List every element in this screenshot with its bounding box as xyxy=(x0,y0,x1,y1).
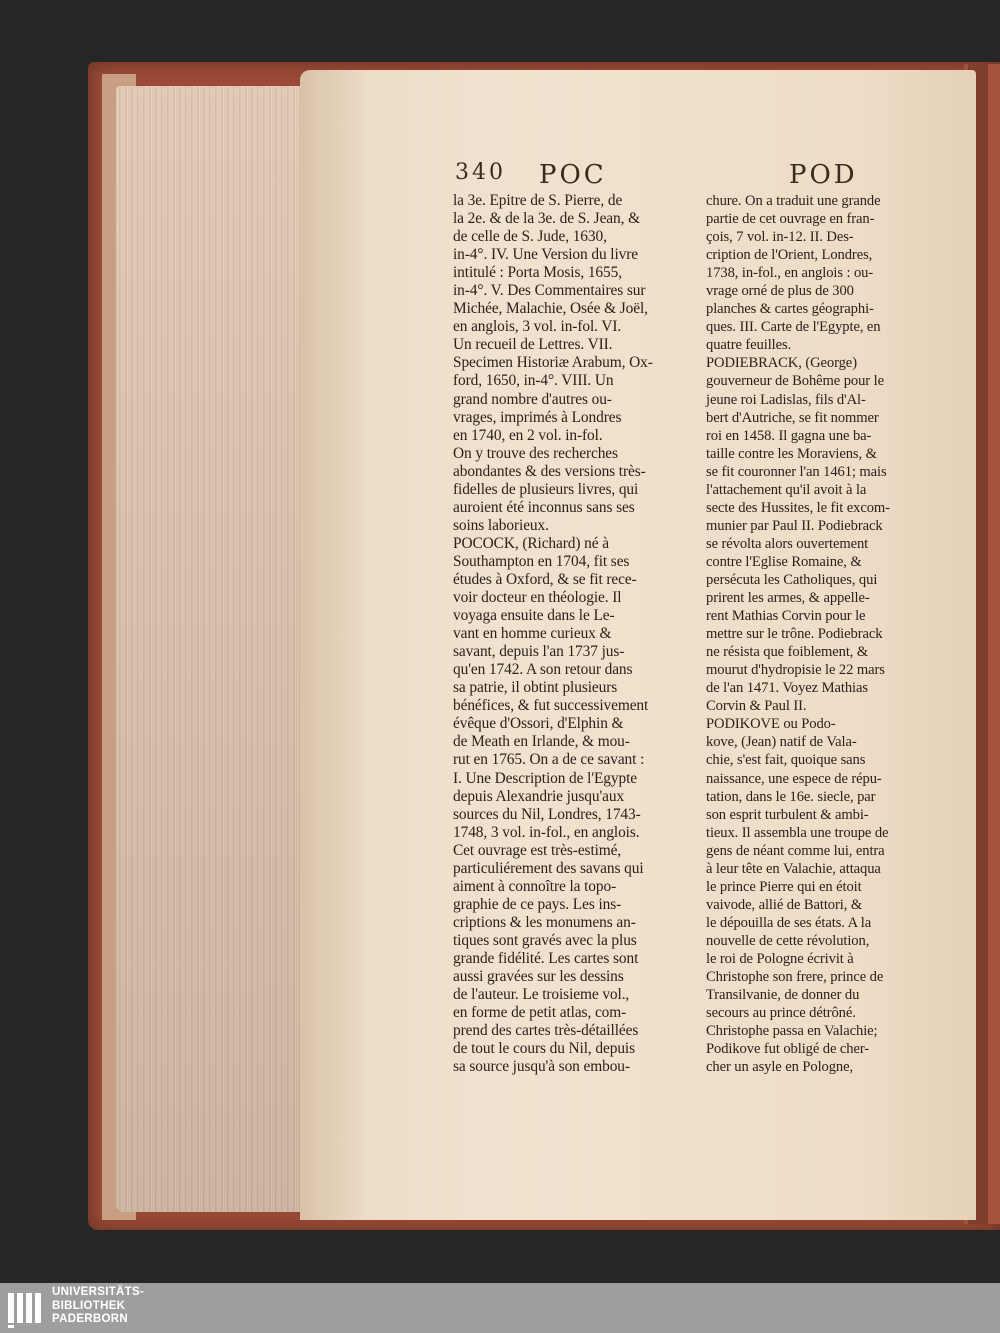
text-line: en anglois, 3 vol. in-fol. VI. xyxy=(453,318,622,336)
text-line: munier par Paul II. Podiebrack xyxy=(706,517,883,534)
library-footer-bar xyxy=(0,1283,1000,1333)
text-line: chure. On a traduit une grande xyxy=(706,193,881,209)
text-line: ques. III. Carte de l'Egypte, en xyxy=(706,319,881,336)
text-line: planches & cartes géographi- xyxy=(706,301,874,318)
text-line: Corvin & Paul II. xyxy=(706,698,807,715)
text-line: Transilvanie, de donner du xyxy=(706,987,860,1004)
text-line: cription de l'Orient, Londres, xyxy=(706,247,873,264)
text-line: naissance, une espece de répu- xyxy=(706,770,882,787)
text-line: de celle de S. Jude, 1630, xyxy=(453,228,607,246)
text-line: rut en 1765. On a de ce savant : xyxy=(453,751,645,769)
text-line: l'attachement qu'il avoit à la xyxy=(706,481,867,498)
text-line: se révolta alors ouvertement xyxy=(706,535,869,552)
library-name xyxy=(52,1286,144,1327)
text-line: ford, 1650, in-4°. VIII. Un xyxy=(453,372,614,390)
text-line: tiques sont gravés avec la plus xyxy=(453,931,637,949)
text-line: qu'en 1742. A son retour dans xyxy=(453,661,633,679)
text-line: Specimen Historiæ Arabum, Ox- xyxy=(453,354,653,372)
text-line: bert d'Autriche, se fit nommer xyxy=(706,409,879,426)
text-line: prend des cartes très-détaillées xyxy=(453,1022,639,1040)
text-line: fidelles de plusieurs livres, qui xyxy=(453,480,639,498)
text-line: graphie de ce pays. Les ins- xyxy=(453,895,622,913)
text-line: voir docteur en théologie. Il xyxy=(453,589,622,607)
text-line: Un recueil de Lettres. VII. xyxy=(453,336,613,354)
text-line: mettre sur le trône. Podiebrack xyxy=(706,626,883,643)
text-line: kove, (Jean) natif de Vala- xyxy=(706,734,857,751)
text-line: sa patrie, il obtint plusieurs xyxy=(453,679,618,697)
text-line: ne résista que foiblement, & xyxy=(706,644,869,661)
text-line: de l'an 1471. Voyez Mathias xyxy=(706,680,868,697)
text-line: persécuta les Catholiques, qui xyxy=(706,571,878,588)
text-line: roi en 1458. Il gagna une ba- xyxy=(706,427,872,444)
text-line: bénéfices, & fut successivement xyxy=(453,697,649,715)
text-line: in-4°. IV. Une Version du livre xyxy=(453,246,639,264)
text-line: le prince Pierre qui en étoit xyxy=(706,878,862,895)
text-line: grand nombre d'autres ou- xyxy=(453,390,612,408)
text-line: prirent les armes, & appelle- xyxy=(706,590,870,607)
text-line: à leur tête en Valachie, attaqua xyxy=(706,860,881,877)
text-line: Michée, Malachie, Osée & Joël, xyxy=(453,300,648,318)
text-line: On y trouve des recherches xyxy=(453,444,618,462)
text-line: vrages, imprimés à Londres xyxy=(453,408,622,426)
text-line: aussi gravées sur les dessins xyxy=(453,968,624,986)
text-line: gouverneur de Bohême pour le xyxy=(706,373,884,390)
text-line: la 2e. & de la 3e. de S. Jean, & xyxy=(453,210,640,228)
text-line: son esprit turbulent & ambi- xyxy=(706,806,869,823)
text-line: rent Mathias Corvin pour le xyxy=(706,608,866,625)
text-line: sources du Nil, Londres, 1743- xyxy=(453,805,641,823)
text-line: vrage orné de plus de 300 xyxy=(706,283,854,300)
text-line: grande fidélité. Les cartes sont xyxy=(453,949,639,967)
text-line: Christophe passa en Valachie; xyxy=(706,1023,878,1040)
text-line: in-4°. V. Des Commentaires sur xyxy=(453,282,646,300)
text-line: Cet ouvrage est très-estimé, xyxy=(453,841,622,859)
library-name-line: BIBLIOTHEK xyxy=(52,1299,126,1312)
text-line: la 3e. Epitre de S. Pierre, de xyxy=(453,192,623,209)
text-line: partie de cet ouvrage en fran- xyxy=(706,211,875,228)
library-name-line: UNIVERSITÄTS- xyxy=(52,1286,145,1298)
text-line: cher un asyle en Pologne, xyxy=(706,1059,854,1076)
text-line: en 1740, en 2 vol. in-fol. xyxy=(453,426,603,444)
text-line: évêque d'Ossori, d'Elphin & xyxy=(453,715,624,733)
text-line: le dépouilla de ses états. A la xyxy=(706,914,872,931)
text-line: jeune roi Ladislas, fils d'Al- xyxy=(706,391,866,408)
text-line: auroient été inconnus sans ses xyxy=(453,498,635,516)
text-line: aiment à connoître la topo- xyxy=(453,877,617,895)
header-right-keyword: POD xyxy=(789,160,858,190)
left-text-column xyxy=(453,192,693,1076)
text-line: nouvelle de cette révolution, xyxy=(706,932,870,949)
text-line: se fit couronner l'an 1461; mais xyxy=(706,463,887,480)
text-line: le roi de Pologne écrivit à xyxy=(706,950,854,967)
text-line: criptions & les monumens an- xyxy=(453,913,636,931)
text-line: particuliérement des savans qui xyxy=(453,859,644,877)
text-line: de Meath en Irlande, & mou- xyxy=(453,733,630,751)
text-line: PODIEBRACK, (George) xyxy=(706,355,857,372)
text-line: gens de néant comme lui, entra xyxy=(706,842,885,859)
text-line: çois, 7 vol. in-12. II. Des- xyxy=(706,229,854,246)
text-line: tieux. Il assembla une troupe de xyxy=(706,824,889,841)
text-line: taille contre les Moraviens, & xyxy=(706,445,877,462)
text-line: en forme de petit atlas, com- xyxy=(453,1004,627,1022)
text-line: sa source jusqu'à son embou- xyxy=(453,1058,630,1076)
text-line: I. Une Description de l'Egypte xyxy=(453,769,637,787)
text-line: intitulé : Porta Mosis, 1655, xyxy=(453,264,622,282)
text-line: tation, dans le 16e. siecle, par xyxy=(706,788,876,805)
text-line: vaivode, allié de Battori, & xyxy=(706,896,863,913)
text-line: études à Oxford, & se fit rece- xyxy=(453,570,637,588)
text-line: vant en homme curieux & xyxy=(453,625,612,643)
university-library-logo-icon xyxy=(6,1289,46,1329)
text-line: secte des Hussites, le fit excom- xyxy=(706,499,890,516)
text-line: soins laborieux. xyxy=(453,516,549,534)
text-line: mourut d'hydropisie le 22 mars xyxy=(706,662,885,679)
text-line: voyaga ensuite dans le Le- xyxy=(453,607,615,625)
library-name-line: PADERBORN xyxy=(52,1313,128,1325)
text-line: de l'auteur. Le troisieme vol., xyxy=(453,986,630,1004)
text-line: Southampton en 1704, fit ses xyxy=(453,552,630,570)
page-number: 340 xyxy=(455,160,506,185)
text-line: abondantes & des versions très- xyxy=(453,462,646,480)
text-line: chie, s'est fait, quoique sans xyxy=(706,752,866,769)
running-header xyxy=(455,160,875,192)
text-line: POCOCK, (Richard) né à xyxy=(453,534,609,552)
text-line: contre l'Eglise Romaine, & xyxy=(706,553,862,570)
text-line: Podikove fut obligé de cher- xyxy=(706,1041,870,1058)
text-line: secours au prince détrôné. xyxy=(706,1005,856,1022)
text-line: 1738, in-fol., en anglois : ou- xyxy=(706,265,874,282)
text-line: quatre feuilles. xyxy=(706,337,792,354)
text-line: Christophe son frere, prince de xyxy=(706,969,884,986)
text-line: savant, depuis l'an 1737 jus- xyxy=(453,643,625,661)
text-line: PODIKOVE ou Podo- xyxy=(706,716,836,733)
text-line: depuis Alexandrie jusqu'aux xyxy=(453,787,625,805)
header-left-keyword: POC xyxy=(539,160,607,190)
text-line: 1748, 3 vol. in-fol., en anglois. xyxy=(453,823,640,841)
text-line: de tout le cours du Nil, depuis xyxy=(453,1040,635,1058)
right-text-column xyxy=(706,192,938,1076)
